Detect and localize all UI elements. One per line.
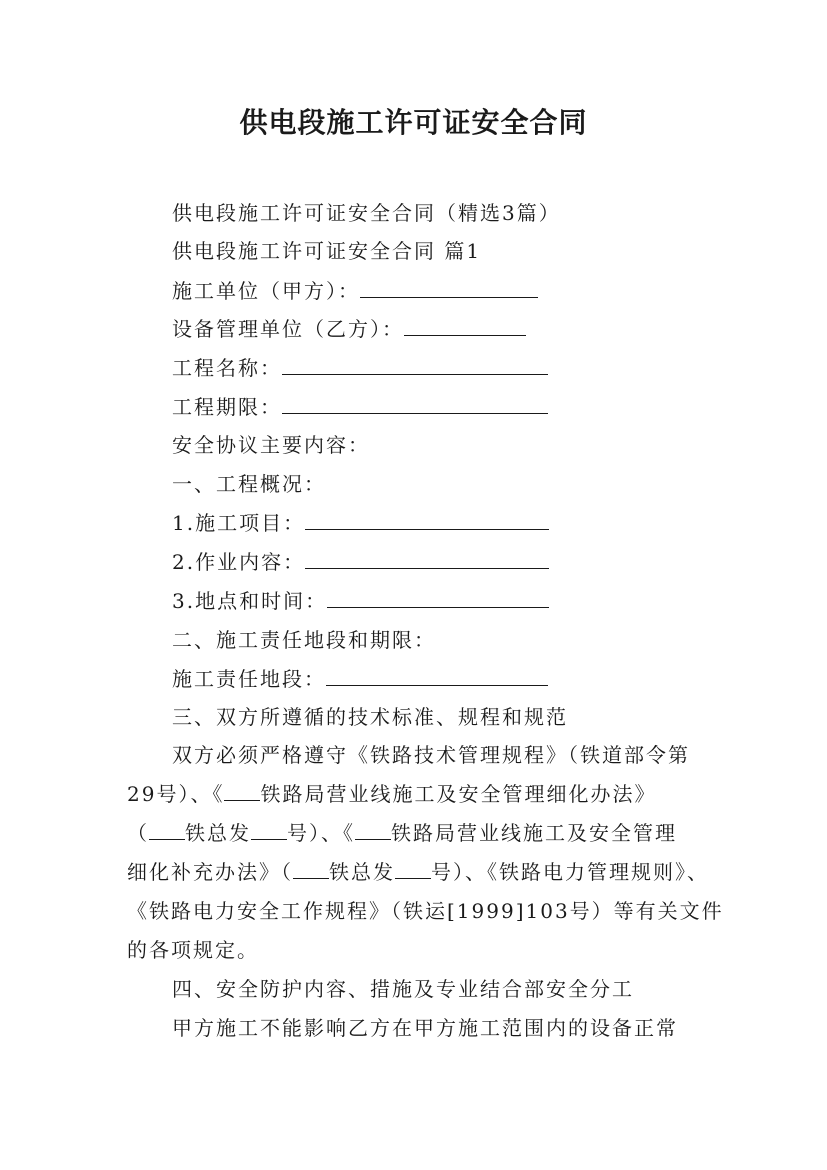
section3-para-line4-c: 号）、《铁路电力管理规则》、 xyxy=(431,860,709,884)
work-content-line xyxy=(172,549,549,575)
section3-para-line3-c: 号）、《 xyxy=(287,821,355,845)
section3-para-line4-b: 铁总发 xyxy=(329,860,395,884)
section3-para-line1: 双方必须严格遵守《铁路技术管理规程》（铁道部令第 xyxy=(172,743,690,767)
blank-line4-2 xyxy=(395,860,431,879)
responsibility-area-label: 施工责任地段： xyxy=(172,667,326,691)
work-content-label: 2.作业内容： xyxy=(172,550,306,574)
document-subtitle: 供电段施工许可证安全合同（精选3篇） xyxy=(172,201,561,225)
document-title: 供电段施工许可证安全合同 xyxy=(239,106,588,139)
blank-line3-3 xyxy=(355,821,391,840)
section1-heading: 一、工程概况： xyxy=(172,472,326,496)
location-time-blank xyxy=(327,589,549,608)
project-name-line xyxy=(172,355,548,381)
construction-project-label: 1.施工项目： xyxy=(172,511,306,535)
construction-project-line xyxy=(172,510,549,536)
responsibility-area-blank xyxy=(326,667,548,686)
section3-para-line4 xyxy=(127,859,709,885)
project-period-line xyxy=(172,394,548,420)
section3-para-line5: 《铁路电力安全工作规程》（铁运[1999]103号）等有关文件 xyxy=(127,899,724,923)
location-time-label: 3.地点和时间： xyxy=(172,589,328,613)
project-period-label: 工程期限： xyxy=(172,395,282,419)
responsibility-area-line xyxy=(172,666,548,692)
party-b-line xyxy=(172,316,526,342)
location-time-line xyxy=(172,588,549,614)
main-content-label: 安全协议主要内容： xyxy=(172,433,370,457)
section3-para-line2 xyxy=(127,781,656,807)
section3-para-line3-b: 铁总发 xyxy=(185,821,251,845)
blank-line2 xyxy=(224,782,260,801)
project-name-label: 工程名称： xyxy=(172,356,282,380)
party-a-blank xyxy=(360,279,538,298)
section3-para-line3 xyxy=(127,820,677,846)
party-a-line xyxy=(172,278,538,304)
section3-para-line4-a: 细化补充办法》（ xyxy=(127,860,293,884)
party-b-label: 设备管理单位（乙方）： xyxy=(172,317,404,341)
section3-para-line2-a: 29号）、《 xyxy=(127,782,225,806)
blank-line3-1 xyxy=(149,821,185,840)
section3-heading: 三、双方所遵循的技术标准、规程和规范 xyxy=(172,705,568,729)
party-a-label: 施工单位（甲方）： xyxy=(172,279,360,303)
section2-heading: 二、施工责任地段和期限： xyxy=(172,628,436,652)
section-heading: 供电段施工许可证安全合同 篇1 xyxy=(172,239,482,263)
work-content-blank xyxy=(305,550,549,569)
project-name-blank xyxy=(282,356,548,375)
project-period-blank xyxy=(282,395,548,414)
party-b-blank xyxy=(404,317,526,336)
section3-para-line3-a: （ xyxy=(127,821,149,845)
section4-heading: 四、安全防护内容、措施及专业结合部安全分工 xyxy=(172,977,634,1001)
blank-line4-1 xyxy=(293,860,329,879)
section3-para-line3-d: 铁路局营业线施工及安全管理 xyxy=(391,821,677,845)
section4-para-line1: 甲方施工不能影响乙方在甲方施工范围内的设备正常 xyxy=(172,1016,678,1040)
blank-line3-2 xyxy=(251,821,287,840)
section3-para-line2-b: 铁路局营业线施工及安全管理细化办法》 xyxy=(260,782,657,806)
section3-para-line6: 的各项规定。 xyxy=(127,938,259,962)
construction-project-blank xyxy=(305,511,549,530)
